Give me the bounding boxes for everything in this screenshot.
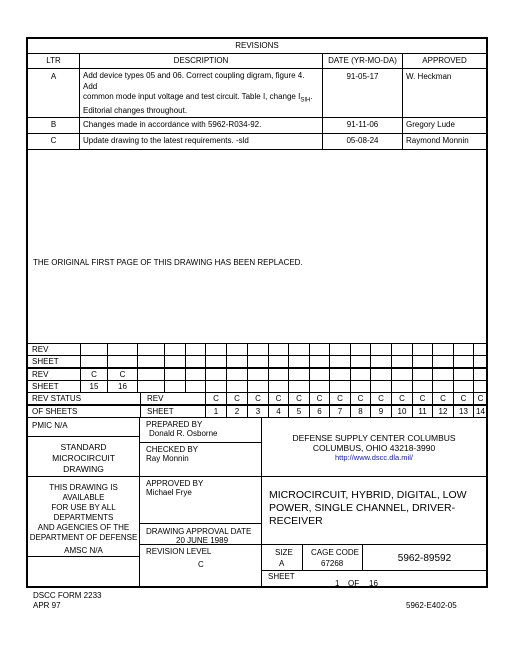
checked-cell [139, 442, 262, 477]
status-rev-value: C [226, 392, 248, 405]
standard-line: STANDARD [60, 442, 107, 452]
grid-cell [309, 343, 330, 356]
grid-cell [412, 355, 433, 368]
approval-date: 20 JUNE 1989 [176, 536, 229, 545]
pmic-text: PMIC N/A [32, 421, 68, 430]
revision-row [28, 69, 487, 118]
approval-date-label: DRAWING APPROVAL DATE [146, 527, 252, 536]
sheet-total: 16 [369, 579, 378, 588]
avail-line: AND AGENCIES OF THE [37, 523, 130, 532]
rev-ltr: C [28, 133, 80, 149]
grid-cell [473, 380, 488, 393]
grid-cell [80, 343, 108, 356]
grid-cell [350, 343, 371, 356]
pmic-cell [27, 417, 140, 437]
grid-sheet-value: 16 [107, 380, 138, 393]
rev-desc-line-end: . [310, 92, 313, 101]
grid-cell [391, 380, 413, 393]
prepared-cell [139, 417, 262, 443]
title-line: POWER, SINGLE CHANNEL, DRIVER- [269, 502, 456, 514]
replaced-notice: THE ORIGINAL FIRST PAGE OF THIS DRAWING HAS BEEN REPLACED. [33, 258, 303, 267]
grid-cell [432, 368, 454, 381]
grid-cell [107, 343, 138, 356]
revision-level: C [198, 560, 204, 569]
rev-status-label: REV STATUS [27, 392, 141, 405]
grid-rev-value: C [80, 368, 108, 381]
revision-level-cell [139, 544, 262, 588]
grid-cell [268, 343, 289, 356]
cage-label: CAGE CODE [311, 548, 360, 557]
grid-row-label: SHEET [27, 355, 81, 368]
grid-cell [350, 368, 371, 381]
rev-date: 05-08-24 [323, 133, 403, 149]
rev-date: 91-11-06 [323, 117, 403, 133]
grid-cell [391, 343, 413, 356]
rev-desc-line: Add device types 05 and 06. Correct coupling digram, figure 4. Add [83, 71, 305, 91]
grid-cell [137, 343, 165, 356]
rev-desc-subscript: SIH [300, 97, 311, 104]
grid-cell [137, 380, 165, 393]
status-sheet-value: 3 [247, 405, 269, 418]
rev-desc-line: Editorial changes throughout. [83, 106, 188, 116]
grid-cell [268, 368, 289, 381]
status-rev-label: REV [140, 392, 206, 405]
grid-cell [453, 380, 474, 393]
rev-approved: W. Heckman [403, 69, 487, 118]
grid-cell [164, 368, 186, 381]
grid-cell [247, 368, 269, 381]
revisions-table [27, 38, 487, 150]
grid-cell [412, 380, 433, 393]
grid-cell [309, 368, 330, 381]
status-sheet-value: 11 [412, 405, 433, 418]
status-rev-value: C [432, 392, 454, 405]
grid-cell [473, 355, 488, 368]
avail-line: DEPARTMENTS [53, 513, 114, 522]
form-date: APR 97 [33, 601, 61, 610]
col-date: DATE (YR-MO-DA) [323, 54, 403, 69]
standard-cell [27, 436, 140, 477]
rev-description: Update drawing to the latest requirements. -sld [80, 133, 323, 149]
prepared-name: Donald R. Osborne [149, 429, 218, 438]
status-sheet-value: 5 [288, 405, 310, 418]
grid-cell [453, 355, 474, 368]
status-sheet-value: 13 [453, 405, 474, 418]
grid-cell [226, 355, 248, 368]
agency-url[interactable]: http://www.dscc.dla.mil/ [335, 453, 413, 462]
status-rev-value: C [473, 392, 488, 405]
grid-cell [370, 355, 392, 368]
grid-row-label: REV [27, 368, 81, 381]
rev-date: 91-05-17 [323, 69, 403, 118]
approved-cell [139, 476, 262, 524]
grid-cell [412, 343, 433, 356]
title-block [27, 417, 487, 587]
title-line: MICROCIRCUIT, HYBRID, DIGITAL, LOW [269, 489, 467, 501]
status-rev-value: C [329, 392, 351, 405]
grid-cell [432, 380, 454, 393]
agency-cell [261, 417, 487, 477]
grid-cell [247, 343, 269, 356]
grid-cell [185, 343, 206, 356]
standard-line: MICROCIRCUIT [52, 453, 115, 463]
grid-cell [412, 368, 433, 381]
form-number: DSCC FORM 2233 [33, 591, 102, 600]
grid-cell [329, 368, 351, 381]
status-rev-value: C [309, 392, 330, 405]
grid-cell [391, 368, 413, 381]
cage-cell [302, 544, 363, 571]
grid-cell [432, 355, 454, 368]
revisions-heading: REVISIONS [28, 39, 487, 54]
grid-rev-value: C [107, 368, 138, 381]
status-rev-value: C [288, 392, 310, 405]
grid-cell [288, 343, 310, 356]
grid-sheet-value: 15 [80, 380, 108, 393]
status-sheet-label: SHEET [140, 405, 206, 418]
grid-cell [453, 368, 474, 381]
status-sheet-value: 7 [329, 405, 351, 418]
grid-cell [288, 380, 310, 393]
status-sheet-value: 12 [432, 405, 454, 418]
drawing-number: 5962-89592 [397, 553, 452, 564]
avail-line: AVAILABLE [62, 493, 105, 502]
grid-cell [288, 368, 310, 381]
col-approved: APPROVED [403, 54, 487, 69]
status-sheet-value: 6 [309, 405, 330, 418]
grid-cell [453, 343, 474, 356]
status-rev-value: C [412, 392, 433, 405]
grid-cell [205, 380, 227, 393]
rev-ltr: B [28, 117, 80, 133]
grid-cell [164, 355, 186, 368]
grid-cell [226, 368, 248, 381]
rev-approved: Raymond Monnin [403, 133, 487, 149]
checked-name: Ray Monnin [146, 454, 189, 463]
amsc-cell [27, 542, 140, 588]
grid-cell [268, 355, 289, 368]
cage-value: 67268 [321, 559, 344, 568]
col-description: DESCRIPTION [80, 54, 323, 69]
grid-cell [432, 343, 454, 356]
approved-name: Michael Frye [146, 488, 192, 497]
agency-address: COLUMBUS, OHIO 43218-3990 [312, 443, 436, 453]
status-rev-value: C [391, 392, 413, 405]
grid-cell [309, 380, 330, 393]
rev-ltr: A [28, 69, 80, 118]
grid-cell [226, 343, 248, 356]
grid-cell [247, 355, 269, 368]
status-rev-value: C [268, 392, 289, 405]
status-rev-value: C [350, 392, 371, 405]
checked-label: CHECKED BY [146, 445, 199, 454]
rev-approved: Gregory Lude [403, 117, 487, 133]
grid-cell [205, 343, 227, 356]
grid-cell [185, 380, 206, 393]
grid-cell [473, 343, 488, 356]
rev-description: Changes made in accordance with 5962-R034-92. [80, 117, 323, 133]
form-info [33, 591, 101, 611]
size-label: SIZE [275, 548, 293, 557]
grid-cell [80, 355, 108, 368]
grid-cell [350, 355, 371, 368]
grid-cell [185, 368, 206, 381]
status-rev-value: C [370, 392, 392, 405]
grid-cell [329, 355, 351, 368]
sheet-of: OF [348, 579, 360, 588]
grid-cell [185, 355, 206, 368]
avail-line: FOR USE BY ALL [51, 503, 116, 512]
sheet-label: SHEET [268, 572, 295, 581]
avail-line: THIS DRAWING IS [49, 483, 118, 492]
grid-cell [137, 355, 165, 368]
grid-cell [370, 368, 392, 381]
avail-line: DEPARTMENT OF DEFENSE [29, 533, 138, 542]
status-rev-value: C [205, 392, 227, 405]
grid-cell [370, 343, 392, 356]
sheet-number: 1 [335, 579, 340, 588]
status-sheet-value: 1 [205, 405, 227, 418]
agency-name: DEFENSE SUPPLY CENTER COLUMBUS [292, 433, 456, 443]
grid-cell [309, 355, 330, 368]
grid-cell [137, 368, 165, 381]
status-sheet-value: 14 [473, 405, 488, 418]
rev-status-grid [27, 343, 487, 417]
revision-level-label: REVISION LEVEL [146, 547, 212, 556]
grid-cell [164, 380, 186, 393]
grid-cell [391, 355, 413, 368]
col-ltr: LTR [28, 54, 80, 69]
grid-cell [247, 380, 269, 393]
grid-cell [226, 380, 248, 393]
status-sheet-value: 10 [391, 405, 413, 418]
grid-cell [164, 343, 186, 356]
amsc-text: AMSC N/A [64, 546, 103, 555]
title-cell [261, 476, 487, 545]
status-rev-value: C [453, 392, 474, 405]
status-sheet-value: 4 [268, 405, 289, 418]
status-rev-value: C [247, 392, 269, 405]
revision-row [28, 133, 487, 149]
status-sheet-value: 8 [350, 405, 371, 418]
grid-cell [288, 355, 310, 368]
grid-cell [107, 355, 138, 368]
status-sheet-value: 9 [370, 405, 392, 418]
grid-row-label: SHEET [27, 380, 81, 393]
grid-cell [473, 368, 488, 381]
rev-description [80, 69, 323, 118]
approval-date-cell [139, 523, 262, 545]
standard-line: DRAWING [63, 464, 104, 474]
grid-cell [268, 380, 289, 393]
of-sheets-label: OF SHEETS [27, 405, 141, 418]
grid-cell [329, 380, 351, 393]
drawing-number-cell [362, 544, 487, 571]
prepared-label: PREPARED BY [146, 420, 203, 429]
sheet-cell [261, 570, 487, 588]
approved-label: APPROVED BY [146, 479, 204, 488]
grid-cell [350, 380, 371, 393]
title-line: RECEIVER [269, 515, 323, 527]
revision-row [28, 117, 487, 133]
document-code: 5962-E402-05 [406, 601, 457, 610]
grid-cell [205, 368, 227, 381]
status-sheet-value: 2 [226, 405, 248, 418]
grid-cell [205, 355, 227, 368]
size-cell [261, 544, 303, 571]
grid-row-label: REV [27, 343, 81, 356]
grid-cell [370, 380, 392, 393]
grid-cell [329, 343, 351, 356]
size-value: A [279, 559, 285, 568]
rev-desc-line: common mode input voltage and test circuit. Table I, change I [83, 92, 301, 101]
